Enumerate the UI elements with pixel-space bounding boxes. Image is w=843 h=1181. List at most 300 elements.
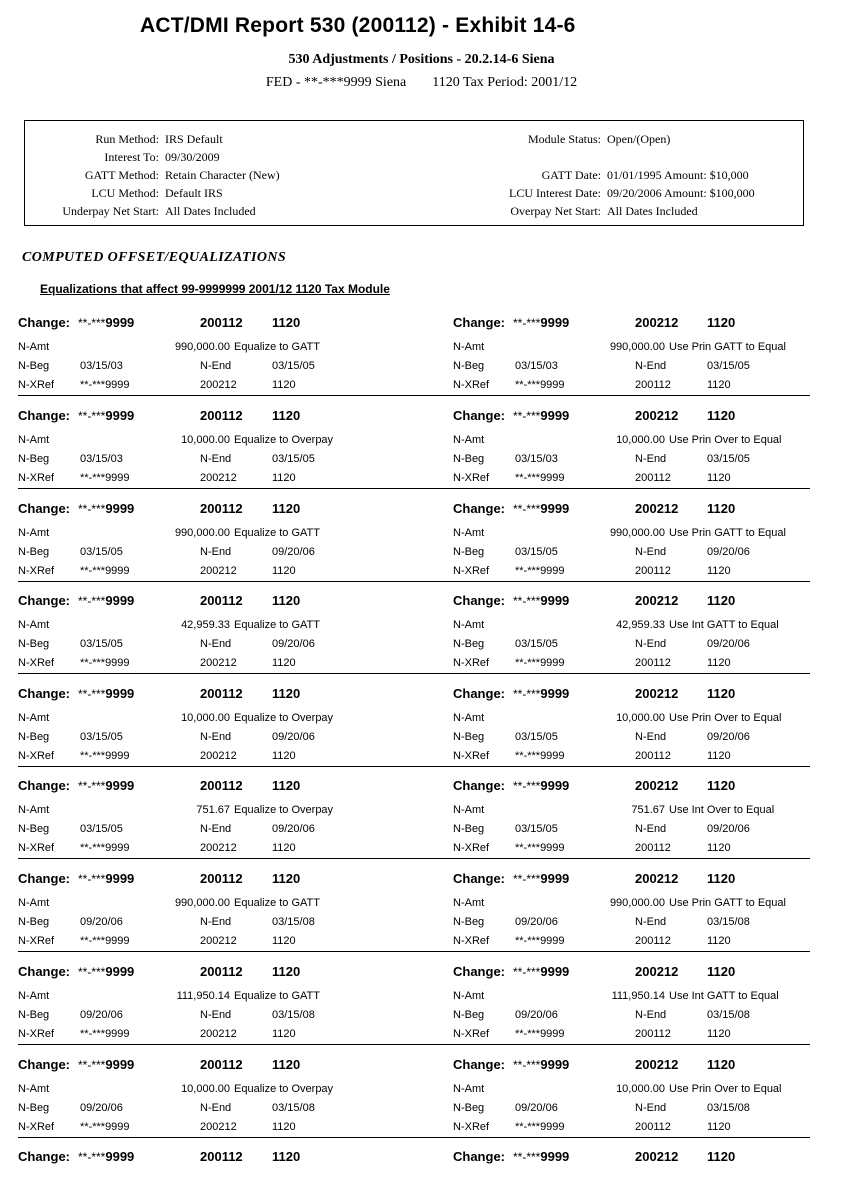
end-date: 03/15/08: [707, 916, 750, 928]
tin-suffix: 9999: [540, 1149, 570, 1164]
xref-label: N-XRef: [18, 1028, 55, 1040]
amount-value: 10,000.00: [181, 434, 230, 446]
change-tin: [78, 778, 134, 793]
change-period: 200212: [635, 408, 679, 423]
change-pair-final: [18, 1141, 810, 1171]
amount-value: 990,000.00: [609, 527, 665, 539]
change-entry-left: [18, 493, 388, 585]
change-tin: [513, 964, 569, 979]
xref-label: N-XRef: [18, 472, 55, 484]
xref-period: 200212: [200, 842, 237, 854]
tin-suffix: 9999: [105, 686, 135, 701]
info-label: LCU Interest Date:: [509, 186, 601, 200]
xref-tin: **-***9999: [80, 935, 130, 947]
end-date: 03/15/08: [272, 1009, 315, 1021]
end-label: N-End: [200, 1009, 232, 1021]
change-form: 1120: [707, 1149, 736, 1164]
xref-period: 200112: [635, 379, 671, 391]
change-entry-left: [18, 1049, 388, 1141]
xref-label: N-XRef: [18, 565, 55, 577]
info-left-row: [25, 149, 405, 165]
info-value: Default IRS: [165, 186, 223, 200]
amount-description: Equalize to Overpay: [234, 434, 334, 446]
change-entry-left: [18, 863, 388, 955]
change-form: 1120: [272, 501, 301, 516]
amount-value: 751.67: [631, 804, 665, 816]
xref-period: 200112: [635, 565, 671, 577]
change-label: Change:: [18, 964, 70, 979]
amount-description: Use Prin GATT to Equal: [669, 527, 786, 539]
change-label: Change:: [18, 871, 70, 886]
change-label: Change:: [453, 408, 505, 423]
change-form: 1120: [707, 593, 736, 608]
change-entry-right: [453, 863, 823, 955]
begin-date: 03/15/05: [515, 731, 558, 743]
xref-label: N-XRef: [18, 935, 55, 947]
end-date: 03/15/05: [272, 453, 315, 465]
change-divider: [18, 673, 810, 674]
xref-label: N-XRef: [453, 472, 490, 484]
change-form: 1120: [707, 871, 736, 886]
tin-suffix: 9999: [540, 593, 570, 608]
info-label: Module Status:: [527, 132, 601, 146]
info-label: Interest To:: [104, 150, 159, 164]
begin-date: 09/20/06: [515, 916, 558, 928]
begin-label: N-Beg: [18, 731, 50, 743]
change-label: Change:: [453, 871, 505, 886]
xref-label: N-XRef: [453, 1028, 490, 1040]
change-label: Change:: [453, 501, 505, 516]
tin-prefix: **-***: [513, 965, 541, 979]
change-tin: [513, 1057, 569, 1072]
begin-date: 03/15/05: [80, 731, 123, 743]
tin-prefix: **-***: [78, 1058, 106, 1072]
change-form: 1120: [707, 1057, 736, 1072]
change-entry-right: [453, 770, 823, 862]
end-label: N-End: [200, 638, 232, 650]
begin-date: 09/20/06: [80, 1009, 123, 1021]
xref-tin: **-***9999: [515, 565, 565, 577]
xref-label: N-XRef: [453, 1121, 490, 1133]
amount-description: Use Prin Over to Equal: [669, 434, 782, 446]
begin-label: N-Beg: [453, 1009, 485, 1021]
change-period: 200212: [635, 778, 679, 793]
xref-tin: **-***9999: [80, 842, 130, 854]
change-tin: [78, 1149, 134, 1164]
change-divider: [18, 766, 810, 767]
change-form: 1120: [707, 964, 736, 979]
xref-period: 200112: [635, 750, 671, 762]
amount-description: Equalize to GATT: [234, 619, 320, 631]
change-entry-right: [453, 678, 823, 770]
info-label: LCU Method:: [91, 186, 159, 200]
tin-prefix: **-***: [78, 687, 106, 701]
change-form: 1120: [272, 778, 301, 793]
begin-label: N-Beg: [18, 453, 50, 465]
xref-label: N-XRef: [18, 657, 55, 669]
xref-period: 200212: [200, 379, 237, 391]
change-tin: [513, 315, 569, 330]
xref-label: N-XRef: [453, 657, 490, 669]
xref-form: 1120: [707, 935, 731, 947]
begin-date: 03/15/05: [80, 823, 123, 835]
amount-value: 990,000.00: [609, 341, 665, 353]
xref-period: 200112: [635, 1028, 671, 1040]
amount-label: N-Amt: [18, 527, 50, 539]
amount-description: Equalize to GATT: [234, 341, 320, 353]
change-entry-left: [18, 770, 388, 862]
xref-tin: **-***9999: [515, 842, 565, 854]
info-label: GATT Date:: [541, 168, 601, 182]
xref-form: 1120: [272, 935, 296, 947]
amount-description: Use Int GATT to Equal: [669, 990, 779, 1002]
xref-period: 200212: [200, 1121, 237, 1133]
end-date: 09/20/06: [272, 731, 315, 743]
change-period: 200112: [200, 778, 243, 793]
change-entry-left: [18, 678, 388, 770]
end-label: N-End: [635, 731, 667, 743]
tin-prefix: **-***: [78, 594, 106, 608]
xref-form: 1120: [272, 379, 296, 391]
change-pair: [18, 493, 810, 585]
tin-prefix: **-***: [513, 409, 541, 423]
amount-label: N-Amt: [18, 434, 50, 446]
begin-label: N-Beg: [453, 360, 485, 372]
end-label: N-End: [200, 1102, 232, 1114]
change-form: 1120: [272, 964, 301, 979]
change-divider: [18, 395, 810, 396]
amount-label: N-Amt: [18, 990, 50, 1002]
end-date: 09/20/06: [272, 546, 315, 558]
tin-suffix: 9999: [105, 1057, 135, 1072]
change-tin: [78, 315, 134, 330]
xref-form: 1120: [707, 472, 731, 484]
info-left-row: [25, 131, 405, 147]
change-label: Change:: [18, 1149, 70, 1164]
change-label: Change:: [18, 315, 70, 330]
end-date: 03/15/08: [707, 1102, 750, 1114]
change-form: 1120: [707, 408, 736, 423]
end-label: N-End: [635, 1009, 667, 1021]
amount-description: Equalize to GATT: [234, 897, 320, 909]
change-tin: [78, 871, 134, 886]
change-form: 1120: [272, 315, 301, 330]
change-label: Change:: [453, 964, 505, 979]
xref-tin: **-***9999: [515, 750, 565, 762]
end-date: 03/15/05: [707, 360, 750, 372]
xref-tin: **-***9999: [80, 657, 130, 669]
begin-date: 03/15/03: [515, 360, 558, 372]
amount-value: 10,000.00: [181, 712, 230, 724]
info-label: Overpay Net Start:: [510, 204, 601, 218]
tin-prefix: **-***: [78, 502, 106, 516]
end-label: N-End: [635, 1102, 667, 1114]
change-tin: [78, 686, 134, 701]
change-period: 200112: [200, 964, 243, 979]
begin-label: N-Beg: [453, 916, 485, 928]
change-form: 1120: [272, 593, 301, 608]
subline-entity: FED - **-***9999 Siena: [265, 75, 407, 90]
end-date: 09/20/06: [707, 823, 750, 835]
amount-description: Equalize to GATT: [234, 990, 320, 1002]
change-label: Change:: [18, 408, 70, 423]
amount-value: 10,000.00: [181, 1083, 230, 1095]
begin-date: 09/20/06: [80, 1102, 123, 1114]
change-divider: [18, 858, 810, 859]
end-label: N-End: [200, 731, 232, 743]
tin-suffix: 9999: [105, 871, 135, 886]
xref-period: 200112: [635, 842, 671, 854]
begin-label: N-Beg: [453, 823, 485, 835]
change-tin: [78, 964, 134, 979]
tin-suffix: 9999: [540, 871, 570, 886]
xref-form: 1120: [707, 565, 731, 577]
info-right-row: [405, 131, 803, 147]
change-entry-right: [453, 307, 823, 399]
report-subline: [0, 75, 843, 91]
change-period: 200112: [200, 1149, 243, 1164]
begin-date: 03/15/05: [515, 546, 558, 558]
begin-date: 03/15/05: [80, 638, 123, 650]
change-label: Change:: [453, 1149, 505, 1164]
end-date: 09/20/06: [272, 638, 315, 650]
info-value: Open/(Open): [607, 132, 671, 146]
amount-description: Equalize to GATT: [234, 527, 320, 539]
begin-label: N-Beg: [18, 638, 50, 650]
xref-period: 200212: [200, 935, 237, 947]
amount-description: Use Prin GATT to Equal: [669, 897, 786, 909]
info-label: Run Method:: [95, 132, 159, 146]
xref-tin: **-***9999: [80, 472, 130, 484]
xref-form: 1120: [272, 750, 296, 762]
xref-tin: **-***9999: [80, 565, 130, 577]
change-period: 200112: [200, 593, 243, 608]
tin-suffix: 9999: [540, 686, 570, 701]
change-entry-right: [453, 585, 823, 677]
xref-tin: **-***9999: [515, 1121, 565, 1133]
tin-suffix: 9999: [105, 1149, 135, 1164]
change-pair: [18, 1049, 810, 1141]
end-date: 03/15/08: [707, 1009, 750, 1021]
change-entry-right: [453, 493, 823, 585]
amount-label: N-Amt: [453, 1083, 485, 1095]
begin-date: 09/20/06: [515, 1009, 558, 1021]
change-tin: [513, 501, 569, 516]
change-label: Change:: [18, 501, 70, 516]
tin-suffix: 9999: [105, 315, 135, 330]
change-entry-right: [453, 1141, 823, 1171]
tin-suffix: 9999: [105, 408, 135, 423]
tin-suffix: 9999: [540, 501, 570, 516]
tin-suffix: 9999: [540, 1057, 570, 1072]
module-info-box: [24, 120, 804, 226]
amount-label: N-Amt: [453, 341, 485, 353]
change-tin: [513, 593, 569, 608]
change-form: 1120: [707, 778, 736, 793]
begin-label: N-Beg: [18, 1102, 50, 1114]
amount-value: 111,950.14: [176, 990, 230, 1002]
xref-period: 200112: [635, 935, 671, 947]
tin-suffix: 9999: [105, 778, 135, 793]
xref-tin: **-***9999: [515, 657, 565, 669]
amount-label: N-Amt: [453, 434, 485, 446]
xref-period: 200212: [200, 565, 237, 577]
tin-prefix: **-***: [78, 316, 106, 330]
tin-suffix: 9999: [105, 964, 135, 979]
change-form: 1120: [707, 501, 736, 516]
change-pair: [18, 956, 810, 1048]
change-pair: [18, 863, 810, 955]
xref-label: N-XRef: [18, 842, 55, 854]
xref-tin: **-***9999: [515, 472, 565, 484]
info-left-row: [25, 185, 405, 201]
xref-tin: **-***9999: [515, 935, 565, 947]
change-form: 1120: [272, 871, 301, 886]
tin-prefix: **-***: [513, 1058, 541, 1072]
amount-value: 990,000.00: [174, 897, 230, 909]
xref-period: 200212: [200, 472, 237, 484]
tin-prefix: **-***: [513, 872, 541, 886]
amount-label: N-Amt: [18, 712, 50, 724]
xref-form: 1120: [272, 565, 296, 577]
amount-label: N-Amt: [18, 804, 50, 816]
end-label: N-End: [635, 916, 667, 928]
change-period: 200112: [200, 501, 243, 516]
begin-date: 09/20/06: [515, 1102, 558, 1114]
amount-description: Equalize to Overpay: [234, 712, 334, 724]
change-period: 200212: [635, 593, 679, 608]
change-period: 200212: [635, 686, 679, 701]
end-label: N-End: [200, 360, 232, 372]
change-tin: [513, 871, 569, 886]
amount-value: 42,959.33: [181, 619, 230, 631]
change-entry-right: [453, 956, 823, 1048]
change-label: Change:: [18, 593, 70, 608]
xref-label: N-XRef: [453, 750, 490, 762]
tin-prefix: **-***: [78, 965, 106, 979]
end-label: N-End: [200, 453, 232, 465]
info-value: IRS Default: [165, 132, 223, 146]
end-label: N-End: [635, 823, 667, 835]
change-form: 1120: [272, 1057, 301, 1072]
change-tin: [78, 501, 134, 516]
change-tin: [513, 686, 569, 701]
end-label: N-End: [635, 360, 667, 372]
change-period: 200212: [635, 315, 679, 330]
xref-form: 1120: [707, 657, 731, 669]
begin-label: N-Beg: [453, 546, 485, 558]
xref-form: 1120: [707, 750, 731, 762]
amount-description: Equalize to Overpay: [234, 1083, 334, 1095]
change-divider: [18, 951, 810, 952]
change-form: 1120: [272, 686, 301, 701]
end-date: 03/15/08: [272, 916, 315, 928]
end-date: 09/20/06: [707, 731, 750, 743]
tin-prefix: **-***: [78, 779, 106, 793]
begin-label: N-Beg: [18, 546, 50, 558]
change-label: Change:: [453, 1057, 505, 1072]
tin-prefix: **-***: [513, 1150, 541, 1164]
end-date: 09/20/06: [272, 823, 315, 835]
section-heading: COMPUTED OFFSET/EQUALIZATIONS: [22, 250, 287, 265]
change-tin: [513, 778, 569, 793]
amount-value: 990,000.00: [174, 527, 230, 539]
begin-label: N-Beg: [18, 360, 50, 372]
end-date: 09/20/06: [707, 546, 750, 558]
change-tin: [78, 593, 134, 608]
report-subtitle: 530 Adjustments / Positions - 20.2.14-6 Siena: [288, 52, 555, 67]
begin-date: 03/15/03: [80, 453, 123, 465]
change-period: 200112: [200, 1057, 243, 1072]
xref-form: 1120: [272, 1121, 296, 1133]
tin-suffix: 9999: [105, 593, 135, 608]
amount-label: N-Amt: [453, 804, 485, 816]
xref-period: 200112: [635, 1121, 671, 1133]
change-label: Change:: [453, 778, 505, 793]
info-value: 09/30/2009: [165, 150, 220, 164]
xref-period: 200212: [200, 657, 237, 669]
begin-label: N-Beg: [453, 453, 485, 465]
info-label: GATT Method:: [84, 168, 159, 182]
change-label: Change:: [18, 1057, 70, 1072]
amount-value: 10,000.00: [616, 1083, 665, 1095]
xref-form: 1120: [707, 1121, 731, 1133]
change-divider: [18, 1137, 810, 1138]
xref-form: 1120: [272, 1028, 296, 1040]
amount-label: N-Amt: [453, 712, 485, 724]
change-tin: [513, 408, 569, 423]
xref-tin: **-***9999: [80, 379, 130, 391]
change-entry-right: [453, 400, 823, 492]
change-form: 1120: [272, 1149, 301, 1164]
tin-suffix: 9999: [540, 408, 570, 423]
xref-tin: **-***9999: [80, 1121, 130, 1133]
xref-tin: **-***9999: [80, 1028, 130, 1040]
change-entry-right: [453, 1049, 823, 1141]
begin-label: N-Beg: [18, 1009, 50, 1021]
xref-period: 200112: [635, 657, 671, 669]
amount-value: 990,000.00: [174, 341, 230, 353]
xref-form: 1120: [707, 1028, 731, 1040]
begin-date: 03/15/03: [80, 360, 123, 372]
xref-form: 1120: [707, 379, 731, 391]
tin-prefix: **-***: [78, 1150, 106, 1164]
amount-description: Use Int Over to Equal: [669, 804, 775, 816]
change-pair: [18, 585, 810, 677]
tin-prefix: **-***: [513, 502, 541, 516]
begin-label: N-Beg: [453, 1102, 485, 1114]
change-tin: [513, 1149, 569, 1164]
tin-prefix: **-***: [513, 594, 541, 608]
info-value: Retain Character (New): [165, 168, 280, 182]
end-label: N-End: [200, 916, 232, 928]
xref-label: N-XRef: [18, 1121, 55, 1133]
xref-period: 200212: [200, 1028, 237, 1040]
change-period: 200212: [635, 1057, 679, 1072]
end-date: 03/15/08: [272, 1102, 315, 1114]
xref-tin: **-***9999: [80, 750, 130, 762]
begin-date: 03/15/05: [80, 546, 123, 558]
xref-period: 200212: [200, 750, 237, 762]
end-date: 03/15/05: [707, 453, 750, 465]
amount-value: 990,000.00: [609, 897, 665, 909]
change-period: 200212: [635, 964, 679, 979]
tin-suffix: 9999: [540, 778, 570, 793]
end-label: N-End: [635, 453, 667, 465]
change-entry-left: [18, 307, 388, 399]
change-period: 200112: [200, 871, 243, 886]
begin-date: 03/15/03: [515, 453, 558, 465]
